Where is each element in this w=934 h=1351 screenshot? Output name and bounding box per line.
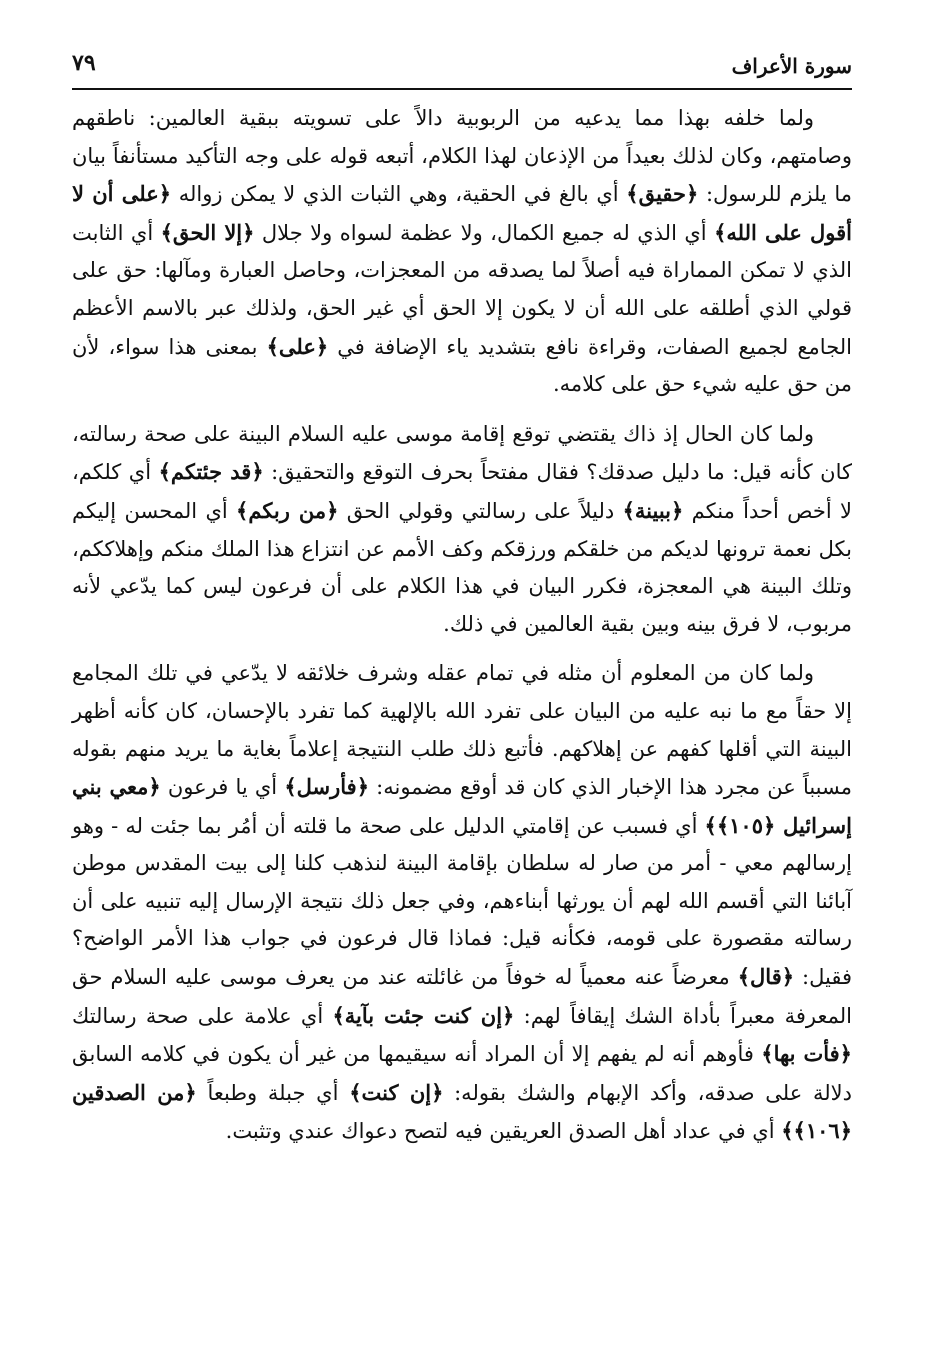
quran-quote: ﴿من ربكم﴾ [236,497,339,523]
commentary-text: أي كلكم، لا أخص أحداً منكم [72,460,853,523]
quran-quote: ﴿معي بني إسرائيل ﴿١٠٥﴾﴾ [72,774,852,838]
commentary-text: أي جبلة وطبعاً [196,1080,350,1105]
commentary-text: أي في عداد أهل الصدق العريقين فيه لتصح دعواك عندي وتثبت. [225,1119,782,1144]
quran-quote: ﴿قد جئتكم﴾ [158,459,264,485]
commentary-text: معرضاً عنه معمياً له خوفاً من غائلته عند من يعرف موسى عليه السلام حق المعرفة معبراً بأداة الشك إيقافاً لهم: [72,965,852,1028]
commentary-text: أي المحسن إليكم بكل نعمة ترونها لديكم من خلقكم ورزقكم وكف الأمم عن انتزاع هذا الملك منكم وإهلاككم، وتلك البينة هي المعجزة، فكرر البيان في هذا الكلام على أن فرعون ليس كما يدّعي لأنه مربوب، لا فرق بينه وبين بقية العالمين في ذلك. [72,498,852,636]
commentary-text: أي الثابت الذي لا تمكن المماراة فيه أصلاً لما يصدقه من المعجزات، وحاصل العبارة ومآلها: حق على قولي الذي أطلقه على الله أن لا يكون إلا الحق أي غير الحق، ولذلك عبر بالاسم الأعظم الجامع لجميع الصفات، وقراءة نافع بتشديد ياء الإضافة في [72,220,852,359]
page-header [72,44,852,90]
quran-quote: ﴿على﴾ [266,333,329,359]
commentary-text: أي الذي له جميع الكمال، ولا عظمة لسواه ولا جلال [254,220,715,245]
commentary-text: أي يا فرعون [160,775,285,800]
quran-quote: ﴿إن كنت﴾ [349,1079,444,1105]
commentary-text: دليلاً على رسالتي وقولي الحق [338,498,623,523]
commentary-text: بمعنى هذا سواء، لأن من حق عليه شيء حق على كلامه. [72,334,852,397]
commentary-text: فأوهم أنه لم يفهم إلا أن المراد أنه سيقيمها من غير أن يكون في كلامه السابق دلالة على صدقه، وأكد الإبهام والشك بقوله: [72,1042,852,1105]
commentary-text: ولما كان الحال إذ ذاك يقتضي توقع إقامة موسى عليه السلام البينة على صحة رسالته، كان كأنه قيل: ما دليل صدقك؟ فقال مفتحاً بحرف التوقع والتحقيق: [72,421,852,485]
page-body [72,100,852,1151]
paragraph [72,655,852,1151]
quran-quote: ﴿إن كنت جئت بآية﴾ [332,1002,515,1028]
quran-quote: ﴿فأرسل﴾ [284,774,369,800]
quran-quote: ﴿إلا الحق﴾ [160,219,255,245]
commentary-text: ولما كان من المعلوم أن مثله في تمام عقله وشرف خلائقه لا يدّعي في تلك المجامع إلا حقاً مع ما نبه عليه من البيان على تفرد الله بالإلهية كما تفرد بالإحسان، كان كأنه أظهر البينة التي أقلها كفهم عن إهلاكهم. فأتبع ذلك طلب النتيجة إعلاماً بغاية ما يريد منهم بقوله مسبباً عن مجرد هذا الإخبار الذي كان قد أوقع مضمونه: [72,661,853,800]
quran-quote: ﴿من الصدقين ﴿١٠٦﴾﴾ [72,1079,852,1144]
commentary-text: أي علامة على صحة رسالتك [72,1003,333,1028]
paragraph [72,416,852,644]
commentary-text: أي بالغ في الحقية، وهي الثبات الذي لا يمكن زواله [171,182,627,207]
quran-quote: ﴿فأت بها﴾ [761,1041,852,1067]
paragraph [72,100,852,404]
quran-quote: ﴿على أن لا أقول على الله﴾ [72,181,853,245]
quran-quote: ﴿ببينة﴾ [622,497,684,523]
surah-title: سورة الأعراف [731,54,852,78]
commentary-text: أي فسبب عن إقامتي الدليل على صحة ما قلته أن أمُر بما جئت له - وهو إرسالهم معي - أمر من صار له سلطان بإقامة البينة لنذهب كلنا إلى بيت المقدس موطن آبائنا التي أقسم الله لهم أن يورثها أبناءهم، وفي جعل ذلك نتيجة الإرسال إليه تنبيه على أن رسالته مقصورة على قومه، فكأنه قيل: فماذا قال فرعون في جواب هذا الأمر الواضح؟ فقيل: [72,813,852,990]
quran-quote: ﴿قال﴾ [737,964,795,990]
commentary-text: ولما خلفه بهذا مما يدعيه من الربوبية دالاً على تسويته ببقية العالمين: ناطقهم وصامتهم، وكان لذلك بعيداً من الإذعان لهذا الكلام، أتبعه قوله على وجه التأكيد مستأنفاً بيان ما يلزم للرسول: [72,106,852,207]
page-number: ٧٩ [72,50,96,76]
quran-quote: ﴿حقيق﴾ [626,181,699,207]
